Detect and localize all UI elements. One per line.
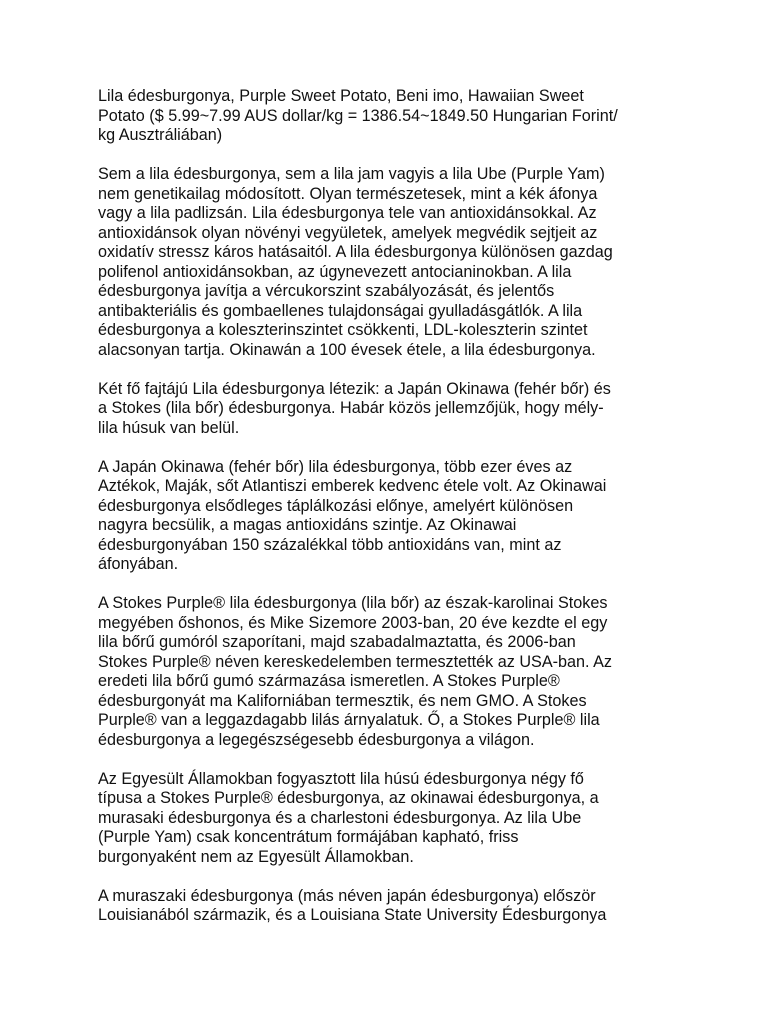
text-line: murasaki édesburgonya és a charlestoni édesburgonya. Az lila Ube [98, 808, 582, 827]
text-line: Potato ($ 5.99~7.99 AUS dollar/kg = 1386.54~1849.50 Hungarian Forint/ [98, 106, 618, 125]
text-line: kg Ausztráliában) [98, 126, 223, 144]
text-line: polifenol antioxidánsokban, az úgynevezett antocianinokban. A lila [98, 262, 572, 281]
text-line: nagyra becsülik, a magas antioxidáns szintje. Az Okinawai [98, 516, 517, 534]
text-line: Louisianából származik, és a Louisiana State University Édesburgonya [98, 906, 607, 924]
text-line: megyében őshonos, és Mike Sizemore 2003-ban, 20 éve kezdte el egy [98, 613, 608, 632]
text-line: A muraszaki édesburgonya (más néven japán édesburgonya) először [98, 886, 596, 905]
text-line: alacsonyan tartja. Okinawán a 100 évesek étele, a lila édesburgonya. [98, 340, 596, 359]
paragraph [98, 887, 674, 926]
text-line: burgonyaként nem az Egyesült Államokban. [98, 847, 414, 866]
text-line: (Purple Yam) csak koncentrátum formájában kapható, friss [98, 828, 519, 846]
text-line: Az Egyesült Államokban fogyasztott lila húsú édesburgonya négy fő [98, 769, 584, 788]
text-line: édesburgonyában 150 százalékkal több antioxidáns van, mint az [98, 535, 562, 554]
text-line: édesburgonyát ma Kaliforniában termesztik, és nem GMO. A Stokes [98, 691, 587, 710]
text-line: oxidatív stressz káros hatásaitól. A lila édesburgonya különösen gazdag [98, 243, 613, 261]
text-line: Sem a lila édesburgonya, sem a lila jam vagyis a lila Ube (Purple Yam) [98, 165, 605, 183]
text-line: édesburgonya a koleszterinszintet csökkenti, LDL-koleszterin szintet [98, 321, 588, 339]
text-line: antibakteriális és gombaellenes tulajdonságai gyulladásgátlók. A lila [98, 301, 583, 320]
paragraph [98, 594, 674, 750]
text-line: Aztékok, Maják, sőt Atlantiszi emberek kedvenc étele volt. Az Okinawai [98, 477, 607, 495]
document-page [98, 87, 674, 945]
text-line: édesburgonya elsődleges táplálkozási előnye, amelyért különösen [98, 496, 574, 515]
text-line: A Stokes Purple® lila édesburgonya (lila bőr) az észak-karolinai Stokes [98, 594, 608, 612]
text-line: nem genetikailag módosított. Olyan természetesek, mint a kék áfonya [98, 184, 598, 203]
paragraph [98, 458, 674, 575]
text-line: édesburgonya a legegészségesebb édesburgonya a világon. [98, 730, 535, 749]
text-line: antioxidánsok olyan növényi vegyületek, amelyek megvédik sejtjeit az [98, 223, 598, 242]
paragraph [98, 380, 674, 439]
text-line: édesburgonya javítja a vércukorszint szabályozását, és jelentős [98, 282, 555, 300]
text-line: Két fő fajtájú Lila édesburgonya létezik: a Japán Okinawa (fehér bőr) és [98, 379, 611, 398]
paragraph-title [98, 87, 674, 146]
text-line: Lila édesburgonya, Purple Sweet Potato, Beni imo, Hawaiian Sweet [98, 87, 584, 105]
text-line: áfonyában. [98, 555, 179, 573]
text-line: A Japán Okinawa (fehér bőr) lila édesburgonya, több ezer éves az [98, 457, 573, 476]
text-line: típusa a Stokes Purple® édesburgonya, az okinawai édesburgonya, a [98, 789, 599, 807]
text-line: Stokes Purple® néven kereskedelemben termesztették az USA-ban. Az [98, 652, 612, 671]
paragraph [98, 770, 674, 868]
text-line: lila húsuk van belül. [98, 418, 240, 437]
text-line: Purple® van a leggazdagabb lilás árnyalatuk. Ő, a Stokes Purple® lila [98, 711, 600, 729]
paragraph [98, 165, 674, 360]
text-line: a Stokes (lila bőr) édesburgonya. Habár közös jellemzőjük, hogy mély- [98, 399, 604, 417]
text-line: eredeti lila bőrű gumó származása ismeretlen. A Stokes Purple® [98, 672, 560, 690]
text-line: vagy a lila padlizsán. Lila édesburgonya tele van antioxidánsokkal. Az [98, 204, 597, 222]
text-line: lila bőrű gumóról szaporítani, majd szabadalmaztatta, és 2006-ban [98, 633, 576, 651]
